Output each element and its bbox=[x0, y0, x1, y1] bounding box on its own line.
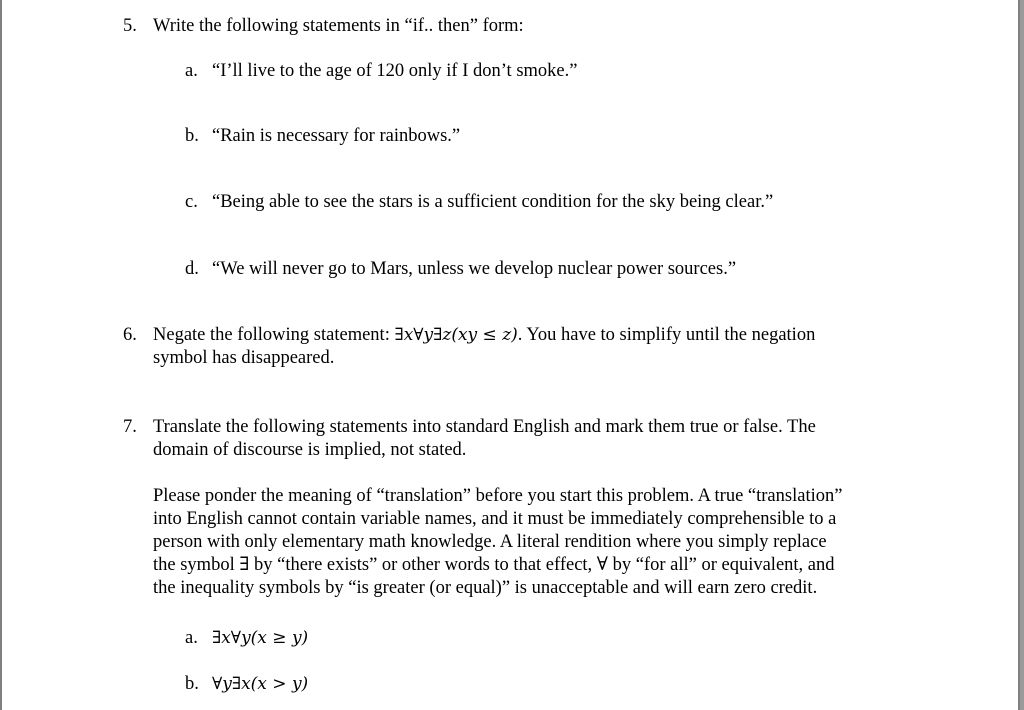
q5c-text: “Being able to see the stars is a sufficient condition for the sky being clear.” bbox=[212, 192, 774, 212]
q7b-formula: ∀y∃x(x > y) bbox=[212, 674, 309, 694]
q7-paragraph-line-1: Please ponder the meaning of “translation” before you start this problem. A true “translation” bbox=[153, 486, 843, 506]
q7a-formula: ∃x∀y(x ≥ y) bbox=[212, 628, 309, 648]
q6-formula: ∃x∀y∃z(xy ≤ z) bbox=[394, 325, 518, 345]
q7-line2: domain of discourse is implied, not stated. bbox=[153, 440, 467, 460]
q6-line2: symbol has disappeared. bbox=[153, 348, 335, 368]
q5a-label: a. bbox=[185, 61, 198, 81]
q7-number: 7. bbox=[123, 417, 137, 437]
q5-prompt: Write the following statements in “if.. then” form: bbox=[153, 16, 524, 36]
q7-paragraph-line-4: the symbol ∃ by “there exists” or other words to that effect, ∀ by “for all” or equivalent, and bbox=[153, 555, 835, 575]
q6-line1-post: . You have to simplify until the negation bbox=[517, 325, 816, 345]
q7b-label: b. bbox=[185, 674, 199, 694]
q5-number: 5. bbox=[123, 16, 137, 36]
q6-line1-pre: Negate the following statement: bbox=[153, 325, 395, 345]
q5b-label: b. bbox=[185, 126, 199, 146]
q7-paragraph-line-3: person with only elementary math knowledge. A literal rendition where you simply replace bbox=[153, 532, 827, 552]
page-edge bbox=[1020, 0, 1024, 710]
q5a-text: “I’ll live to the age of 120 only if I don’t smoke.” bbox=[212, 61, 578, 81]
q6-line1 bbox=[153, 324, 815, 347]
q5d-label: d. bbox=[185, 259, 199, 279]
q5b-text: “Rain is necessary for rainbows.” bbox=[212, 126, 461, 146]
q7-paragraph-line-2: into English cannot contain variable names, and it must be immediately comprehensible to a bbox=[153, 509, 837, 529]
q5c-label: c. bbox=[185, 192, 198, 212]
q7-paragraph-line-5: the inequality symbols by “is greater (or equal)” is unacceptable and will earn zero credit. bbox=[153, 578, 818, 598]
q7a-label: a. bbox=[185, 628, 198, 648]
q7-line1: Translate the following statements into standard English and mark them true or false. The bbox=[153, 417, 816, 437]
q6-number: 6. bbox=[123, 325, 137, 345]
q5d-text: “We will never go to Mars, unless we develop nuclear power sources.” bbox=[212, 259, 737, 279]
document-page bbox=[2, 0, 1018, 710]
